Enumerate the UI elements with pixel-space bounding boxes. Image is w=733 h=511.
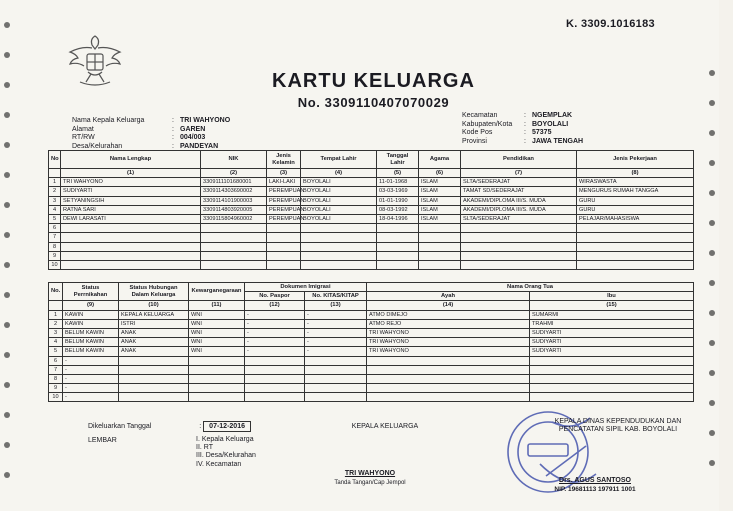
document-serial-number: K. 3309.1016183 — [566, 18, 655, 30]
info-value: PANDEYAN — [180, 142, 219, 150]
info-value: JAWA TENGAH — [532, 137, 584, 145]
table2-cell: - — [245, 328, 305, 337]
table1-cell — [301, 260, 377, 269]
table2-cell: 2 — [49, 319, 63, 328]
table1-cell — [267, 242, 301, 251]
table2-subheader: Ibu — [530, 292, 694, 301]
table2-cell: 10 — [49, 393, 63, 402]
table1-cell: TAMAT SD/SEDERAJAT — [461, 187, 577, 196]
table2-cell: - — [245, 319, 305, 328]
table1-cell — [267, 260, 301, 269]
table2-cell — [189, 374, 245, 383]
table1-cell — [419, 251, 461, 260]
table1-cell: 08-03-1992 — [377, 205, 419, 214]
table2-cell — [367, 384, 530, 393]
table1-cell: 3309111101680001 — [201, 178, 267, 187]
table2-cell: SUDIYARTI — [530, 347, 694, 356]
table1-cell: PEREMPUAN — [267, 187, 301, 196]
table2-cell: - — [245, 310, 305, 319]
info-row — [462, 129, 583, 138]
table2-cell — [530, 384, 694, 393]
table-row — [49, 196, 694, 205]
table2-cell: 7 — [49, 365, 63, 374]
info-label: Kabupaten/Kota — [462, 120, 513, 128]
table-row — [49, 187, 694, 196]
table2-cell — [305, 365, 367, 374]
table2-cell: WNI — [189, 347, 245, 356]
table1-cell: 4 — [49, 205, 61, 214]
lembar-item: I. Kepala Keluarga — [196, 436, 254, 443]
table1-cell — [201, 233, 267, 242]
table1-cell: 01-01-1990 — [377, 196, 419, 205]
table2-cell: 6 — [49, 356, 63, 365]
table1-cell — [377, 224, 419, 233]
table1-cell — [201, 242, 267, 251]
table-row — [49, 242, 694, 251]
table2-cell: ATMO DIMEJO — [367, 310, 530, 319]
table2-cell: - — [63, 393, 119, 402]
table1-cell: SLTA/SEDERAJAT — [461, 178, 577, 187]
table1-cell — [419, 224, 461, 233]
table1-cell — [301, 224, 377, 233]
official-nip: NIP. 19681113 197911 1001 — [554, 486, 636, 493]
table2-cell: 3 — [49, 328, 63, 337]
table1-cell — [577, 233, 694, 242]
table-row — [49, 251, 694, 260]
table2-cell: BELUM KAWIN — [63, 338, 119, 347]
table-row — [49, 205, 694, 214]
info-label: Desa/Kelurahan — [72, 142, 123, 150]
table1-cell: ISLAM — [419, 187, 461, 196]
table1-cell: GURU — [577, 196, 694, 205]
table1-col-number: (4) — [301, 169, 377, 178]
table2-cell: TRI WAHYONO — [367, 347, 530, 356]
table-row — [49, 233, 694, 242]
table1-cell — [577, 251, 694, 260]
table1-cell: SETYANINGSIH — [61, 196, 201, 205]
table-row — [49, 310, 694, 319]
table1-cell: SLTA/SEDERAJAT — [461, 214, 577, 223]
table2-header: Status Perrnikahan — [63, 283, 119, 301]
table2-subheader: No. KITAS/KITAP — [305, 292, 367, 301]
table1-cell: AKADEMI/DIPLOMA III/S. MUDA — [461, 205, 577, 214]
table2-cell: WNI — [189, 319, 245, 328]
table2-cell: SUMARMI — [530, 310, 694, 319]
info-colon: : — [172, 125, 174, 133]
table1-cell: 9 — [49, 251, 61, 260]
table2-cell: WNI — [189, 328, 245, 337]
table1-cell — [577, 260, 694, 269]
table1-cell: SUDIYARTI — [61, 187, 201, 196]
table2-cell: 1 — [49, 310, 63, 319]
table2-cell: 9 — [49, 384, 63, 393]
head-of-family-name: TRI WAHYONO — [344, 470, 396, 477]
table1-col-number: (5) — [377, 169, 419, 178]
table1-cell: 03-03-1969 — [377, 187, 419, 196]
table2-col-number: (15) — [530, 301, 694, 310]
table2-subheader: No. Paspor — [245, 292, 305, 301]
info-colon: : — [524, 137, 526, 145]
info-value: GAREN — [180, 125, 206, 133]
table2-cell: 5 — [49, 347, 63, 356]
table1-cell: PEREMPUAN — [267, 196, 301, 205]
civil-registry-office — [548, 418, 688, 434]
table1-cell — [301, 233, 377, 242]
table1-cell — [377, 251, 419, 260]
info-value: NGEMPLAK — [532, 112, 573, 119]
table2-cell — [305, 384, 367, 393]
table1-cell — [267, 224, 301, 233]
table1-cell — [461, 242, 577, 251]
table1-cell: GURU — [577, 205, 694, 214]
table1-cell: 1 — [49, 178, 61, 187]
table1-cell: 18-04-1996 — [377, 214, 419, 223]
table2-cell: 4 — [49, 338, 63, 347]
table2-col-number: (9) — [63, 301, 119, 310]
table1-cell — [461, 251, 577, 260]
table1-cell: PEREMPUAN — [267, 214, 301, 223]
table1-header: Jenis Pekerjaan — [577, 151, 694, 169]
table2-cell: KEPALA KELUARGA — [119, 310, 189, 319]
table2-cell: - — [63, 384, 119, 393]
lembar-item: IV. Kecamatan — [196, 460, 242, 468]
info-row — [462, 138, 583, 147]
table1-cell — [201, 251, 267, 260]
info-colon: : — [172, 142, 174, 150]
table2-cell — [305, 374, 367, 383]
table1-col-number — [49, 169, 61, 178]
info-label: Kecamatan — [462, 112, 498, 119]
table2-cell: - — [63, 356, 119, 365]
table1-cell: LAKI-LAKI — [267, 178, 301, 187]
table1-cell — [419, 260, 461, 269]
table2-cell — [189, 393, 245, 402]
table1-cell — [267, 251, 301, 260]
table1-header: Agama — [419, 151, 461, 169]
table1-header: Tempat Lahir — [301, 151, 377, 169]
info-row — [72, 134, 230, 143]
table2-cell: - — [305, 328, 367, 337]
table2-header: Status Hubungan Dalam Keluarga — [119, 283, 189, 301]
table1-cell — [61, 242, 201, 251]
table2-cell: ATMO REJO — [367, 319, 530, 328]
table1-cell — [61, 233, 201, 242]
table2-cell — [245, 393, 305, 402]
table2-cell — [189, 365, 245, 374]
info-label: Kode Pos — [462, 129, 493, 137]
table1-cell: BOYOLALI — [301, 196, 377, 205]
table2-cell — [189, 356, 245, 365]
table1-cell — [577, 224, 694, 233]
table1-cell: BOYOLALI — [301, 187, 377, 196]
office-line-2: PENCATATAN SIPIL KAB. BOYOLALI — [558, 426, 678, 433]
head-of-family-label: KEPALA KELUARGA — [351, 423, 419, 430]
table1-cell: DEWI LARASATI — [61, 214, 201, 223]
info-colon: : — [524, 112, 526, 119]
table2-cell: SUDIYARTI — [530, 328, 694, 337]
table-row — [49, 328, 694, 337]
table2-col-number: (14) — [367, 301, 530, 310]
table1-col-number: (8) — [577, 169, 694, 178]
info-value: BOYOLALI — [532, 120, 569, 128]
table2-cell — [119, 356, 189, 365]
table2-header: Kewarganegaraan — [189, 283, 245, 301]
table2-cell — [305, 356, 367, 365]
table-row — [49, 374, 694, 383]
table2-cell — [119, 374, 189, 383]
table2-cell: ANAK — [119, 347, 189, 356]
table1-col-number: (1) — [61, 169, 201, 178]
table1-cell — [201, 260, 267, 269]
table1-cell: 7 — [49, 233, 61, 242]
table-row — [49, 214, 694, 223]
info-label: RT/RW — [72, 134, 95, 142]
table1-cell: 5 — [49, 214, 61, 223]
table2-col-number: (10) — [119, 301, 189, 310]
household-info-right — [462, 112, 583, 146]
table2-cell — [367, 393, 530, 402]
table2-cell: WNI — [189, 338, 245, 347]
table1-col-number: (3) — [267, 169, 301, 178]
table-row — [49, 338, 694, 347]
info-row — [72, 126, 230, 135]
table2-cell: ANAK — [119, 328, 189, 337]
info-value: TRI WAHYONO — [180, 117, 231, 124]
info-label: Provinsi — [462, 137, 487, 145]
table2-col-number: (11) — [189, 301, 245, 310]
table1-cell — [461, 260, 577, 269]
table2-cell: WNI — [189, 310, 245, 319]
table-row — [49, 365, 694, 374]
table2-col-number: (12) — [245, 301, 305, 310]
info-value: 004/003 — [180, 134, 206, 142]
table1-cell — [301, 251, 377, 260]
table2-cell — [245, 374, 305, 383]
table1-cell: 10 — [49, 260, 61, 269]
table1-cell: 8 — [49, 242, 61, 251]
table1-col-number: (7) — [461, 169, 577, 178]
info-colon: : — [172, 134, 174, 142]
table1-header: Pendidikan — [461, 151, 577, 169]
info-colon: : — [524, 129, 526, 137]
table1-cell — [61, 224, 201, 233]
table2-cell — [530, 393, 694, 402]
table2-subheader: Ayah — [367, 292, 530, 301]
lembar-item: II. RT — [196, 444, 213, 452]
family-status-table — [48, 282, 694, 402]
table2-cell: BELUM KAWIN — [63, 328, 119, 337]
table1-cell: 3309114303690002 — [201, 187, 267, 196]
family-members-table — [48, 150, 694, 270]
table-row — [49, 384, 694, 393]
table2-cell: - — [305, 310, 367, 319]
info-colon: : — [172, 117, 174, 124]
info-row — [462, 121, 583, 130]
table1-cell — [201, 224, 267, 233]
lembar-list — [196, 436, 256, 469]
table2-cell — [530, 356, 694, 365]
table2-header: Dokumen Imigrasi — [245, 283, 367, 292]
table1-header: Nama Lengkap — [61, 151, 201, 169]
table1-cell: 3309114101900003 — [201, 196, 267, 205]
table1-cell: 2 — [49, 187, 61, 196]
table2-cell — [367, 356, 530, 365]
table1-cell: BOYOLALI — [301, 178, 377, 187]
table2-cell — [305, 393, 367, 402]
table1-cell — [377, 242, 419, 251]
table1-header: NIK — [201, 151, 267, 169]
table1-cell: 6 — [49, 224, 61, 233]
table2-cell: - — [63, 374, 119, 383]
table1-cell: AKADEMI/DIPLOMA III/S. MUDA — [461, 196, 577, 205]
table2-cell — [367, 374, 530, 383]
table1-cell: MENGURUS RUMAH TANGGA — [577, 187, 694, 196]
table2-cell: - — [63, 365, 119, 374]
table1-header: Tanggal Lahir — [377, 151, 419, 169]
table2-cell: TRI WAHYONO — [367, 338, 530, 347]
table-row — [49, 178, 694, 187]
document-title: KARTU KELUARGA — [272, 70, 475, 92]
table1-cell: PELAJAR/MAHASISWA — [577, 214, 694, 223]
table1-cell: RATNA SARI — [61, 205, 201, 214]
table2-header: No. — [49, 283, 63, 301]
table2-cell — [367, 365, 530, 374]
table2-cell — [245, 384, 305, 393]
official-name: Drs. AGUS SANTOSO — [559, 477, 631, 484]
table1-cell: TRI WAHYONO — [61, 178, 201, 187]
issued-date-value: 07-12-2016 — [203, 421, 251, 432]
table1-cell: PEREMPUAN — [267, 205, 301, 214]
table2-cell: BELUM KAWIN — [63, 347, 119, 356]
info-colon: : — [524, 120, 526, 128]
table1-cell: ISLAM — [419, 214, 461, 223]
table1-cell — [61, 260, 201, 269]
table1-cell — [301, 242, 377, 251]
table2-cell: - — [305, 338, 367, 347]
table2-cell — [245, 365, 305, 374]
lembar-item: III. Desa/Kelurahan — [196, 452, 256, 460]
info-label: Nama Kepala Keluarga — [72, 117, 145, 124]
table1-cell: 3309115804960002 — [201, 214, 267, 223]
table2-cell — [245, 356, 305, 365]
family-card-number: No. 3309110407070029 — [297, 95, 450, 110]
table2-cell — [189, 384, 245, 393]
table2-cell: KAWIN — [63, 319, 119, 328]
table2-cell: ISTRI — [119, 319, 189, 328]
office-line-1: KEPALA DINAS KEPENDUDUKAN DAN — [554, 418, 682, 425]
table2-cell — [119, 365, 189, 374]
table-row — [49, 347, 694, 356]
table1-cell: 11-01-1968 — [377, 178, 419, 187]
table1-cell — [377, 233, 419, 242]
info-row — [462, 112, 583, 121]
table1-cell: ISLAM — [419, 178, 461, 187]
table-row — [49, 319, 694, 328]
table1-cell — [377, 260, 419, 269]
table-row — [49, 356, 694, 365]
table2-cell: KAWIN — [63, 310, 119, 319]
table2-cell — [530, 374, 694, 383]
table2-cell: - — [245, 347, 305, 356]
table1-cell — [461, 224, 577, 233]
table1-cell: 3309114803920005 — [201, 205, 267, 214]
table2-cell: SUDIYARTI — [530, 338, 694, 347]
table2-cell — [119, 384, 189, 393]
info-value: 57375 — [532, 129, 552, 137]
table2-col-number — [49, 301, 63, 310]
table2-cell: TRAHMI — [530, 319, 694, 328]
info-label: Alamat — [72, 125, 94, 133]
issued-date-row: Dikeluarkan Tanggal : 07-12-2016 — [88, 421, 251, 432]
table-row — [49, 224, 694, 233]
signature-caption: Tanda Tangan/Cap Jempol — [334, 480, 406, 486]
table1-col-number: (2) — [201, 169, 267, 178]
table1-cell: ISLAM — [419, 196, 461, 205]
table1-cell: BOYOLALI — [301, 205, 377, 214]
table1-cell — [267, 233, 301, 242]
table1-cell: 3 — [49, 196, 61, 205]
info-row — [72, 117, 230, 126]
table1-cell — [577, 242, 694, 251]
table1-cell — [461, 233, 577, 242]
table2-header: Nama Orang Tua — [367, 283, 694, 292]
table2-col-number: (13) — [305, 301, 367, 310]
table1-cell — [61, 251, 201, 260]
table1-header: No — [49, 151, 61, 169]
table2-cell: 8 — [49, 374, 63, 383]
table2-cell: - — [305, 347, 367, 356]
table1-cell — [419, 233, 461, 242]
table1-cell: WIRASWASTA — [577, 178, 694, 187]
table2-cell: - — [305, 319, 367, 328]
table2-cell: ANAK — [119, 338, 189, 347]
table2-cell: - — [245, 338, 305, 347]
issued-date-label: Dikeluarkan Tanggal — [88, 423, 152, 430]
table-row — [49, 393, 694, 402]
table1-header: Jenis Kelamin — [267, 151, 301, 169]
table-row — [49, 260, 694, 269]
table1-cell — [419, 242, 461, 251]
table2-cell — [530, 365, 694, 374]
table1-cell: ISLAM — [419, 205, 461, 214]
table1-col-number: (6) — [419, 169, 461, 178]
lembar-label: LEMBAR — [88, 437, 117, 444]
household-info-left — [72, 117, 230, 151]
table2-cell: TRI WAHYONO — [367, 328, 530, 337]
table2-cell — [119, 393, 189, 402]
table1-cell: BOYOLALI — [301, 214, 377, 223]
